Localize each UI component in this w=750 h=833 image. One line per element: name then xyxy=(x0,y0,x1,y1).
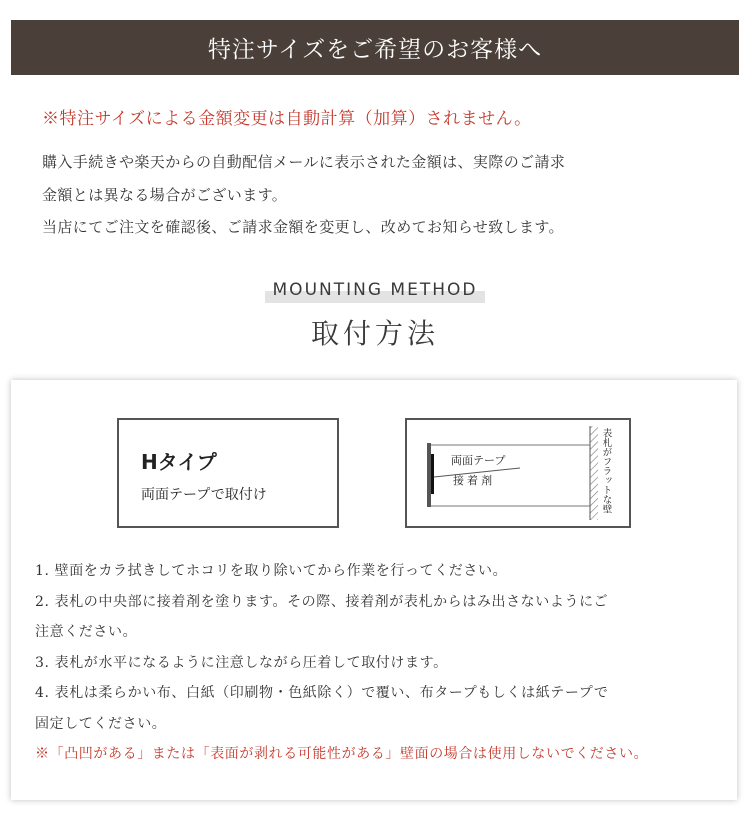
notice-line: 金額とは異なる場合がございます。 xyxy=(42,185,288,204)
mounting-diagram-svg xyxy=(407,420,629,526)
notice-text xyxy=(42,146,702,244)
instruction-steps xyxy=(35,556,725,770)
mount-type-description: 両面テープで取付け xyxy=(141,487,267,503)
nameplate xyxy=(427,443,431,507)
price-change-warning: ※特注サイズによる金額変更は自動計算（加算）されません。 xyxy=(42,109,532,129)
step-line: 固定してください。 xyxy=(35,715,167,732)
section-title-en: MOUNTING METHOD xyxy=(265,280,486,300)
notice-line: 当店にてご注文を確認後、ご請求金額を変更し、改めてお知らせ致します。 xyxy=(42,218,564,236)
header-banner xyxy=(11,20,739,75)
mount-type-box xyxy=(117,418,339,528)
section-heading xyxy=(0,280,750,300)
mounting-diagram xyxy=(405,418,631,528)
mounting-card xyxy=(11,380,737,800)
adhesive-layer xyxy=(431,454,434,494)
step-line: 3. 表札が水平になるように注意しながら圧着して取付けます。 xyxy=(35,654,448,671)
adhesive-label: 接 着 剤 xyxy=(453,475,493,487)
section-title-ja: 取付方法 xyxy=(310,317,439,350)
wall-hatch xyxy=(590,426,598,520)
step-line: 1. 壁面をカラ拭きしてホコリを取り除いてから作業を行ってください。 xyxy=(35,563,508,579)
surface-warning: ※「凸凹がある」または「表面が剥れる可能性がある」壁面の場合は使用しないでください。 xyxy=(35,746,649,762)
mount-type-name: Hタイプ xyxy=(141,450,217,474)
banner-title: 特注サイズをご希望のお客様へ xyxy=(207,37,543,63)
step-line: 注意ください。 xyxy=(35,624,138,640)
notice-line: 購入手続きや楽天からの自動配信メールに表示された金額は、実際のご請求 xyxy=(42,153,566,171)
step-line: 4. 表札は柔らかい布、白紙（印刷物・色紙除く）で覆い、布タープもしくは紙テープで xyxy=(35,685,609,701)
wall-label: 表札がフラットな壁 xyxy=(600,428,612,514)
tape-label: 両面テープ xyxy=(451,455,506,467)
step-line: 2. 表札の中央部に接着剤を塗ります。その際、接着剤が表札からはみ出さないようにご xyxy=(35,593,609,610)
